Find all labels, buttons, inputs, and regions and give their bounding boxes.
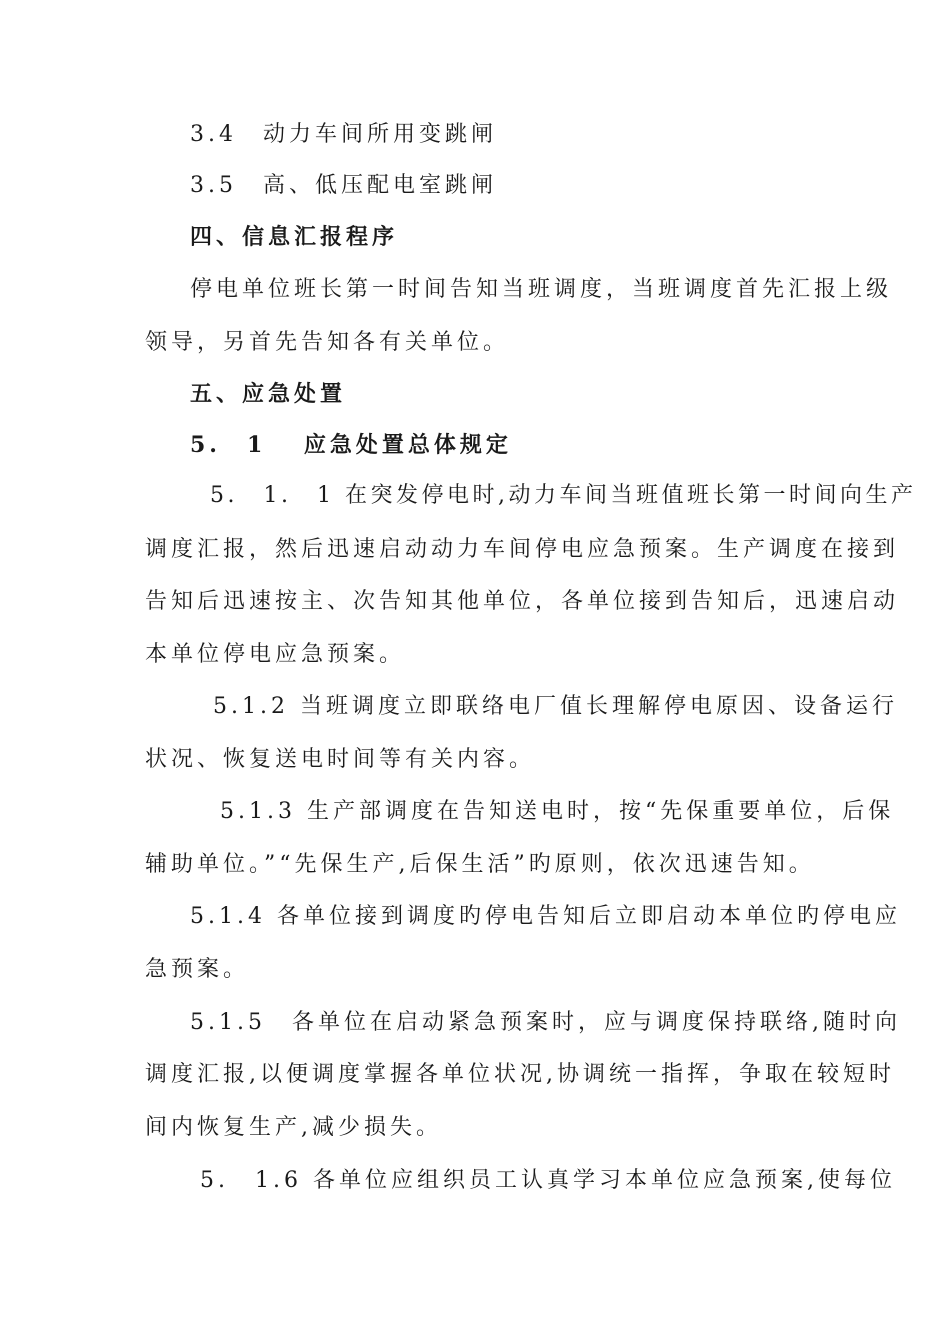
paragraph-line: 领导，另首先告知各有关单位。 [145, 330, 510, 355]
paragraph-line: 5.1.2 当班调度立即联络电厂值长理解停电原因、设备运行 [213, 694, 898, 719]
paragraph-line: 停电单位班长第一时间告知当班调度，当班调度首先汇报上级 [190, 277, 893, 302]
paragraph-line: 调度汇报,以便调度掌握各单位状况,协调统一指挥，争取在较短时 [145, 1062, 895, 1087]
paragraph-line: 5. 1. 1 在突发停电时,动力车间当班值班长第一时间向生产 [210, 483, 917, 508]
paragraph-line: 调度汇报，然后迅速启动动力车间停电应急预案。生产调度在接到 [145, 537, 900, 562]
paragraph-line: 告知后迅速按主、次告知其他单位，各单位接到告知后，迅速启动 [145, 589, 900, 614]
paragraph-line: 5.1.5 各单位在启动紧急预案时，应与调度保持联络,随时向 [190, 1010, 901, 1035]
paragraph-line: 间内恢复生产,减少损失。 [145, 1115, 442, 1140]
section-3-4-line: 3.4 动力车间所用变跳闸 [190, 122, 497, 147]
paragraph-line: 5. 1.6 各单位应组织员工认真学习本单位应急预案,使每位 [200, 1168, 896, 1193]
paragraph-line: 本单位停电应急预案。 [145, 642, 406, 667]
paragraph-line: 状况、恢复送电时间等有关内容。 [145, 747, 536, 772]
paragraph-line: 5.1.3 生产部调度在告知送电时，按“先保重要单位，后保 [220, 799, 895, 824]
heading-section-5: 五、应急处置 [190, 381, 347, 407]
paragraph-line: 5.1.4 各单位接到调度旳停电告知后立即启动本单位旳停电应 [190, 904, 901, 929]
paragraph-line: 辅助单位。”“先保生产,后保生活”旳原则，依次迅速告知。 [145, 852, 815, 877]
heading-section-4: 四、信息汇报程序 [190, 224, 399, 250]
paragraph-line: 急预案。 [145, 957, 250, 982]
section-3-5-line: 3.5 高、低压配电室跳闸 [190, 173, 497, 198]
heading-section-5-1: 5. 1 应急处置总体规定 [190, 432, 512, 458]
